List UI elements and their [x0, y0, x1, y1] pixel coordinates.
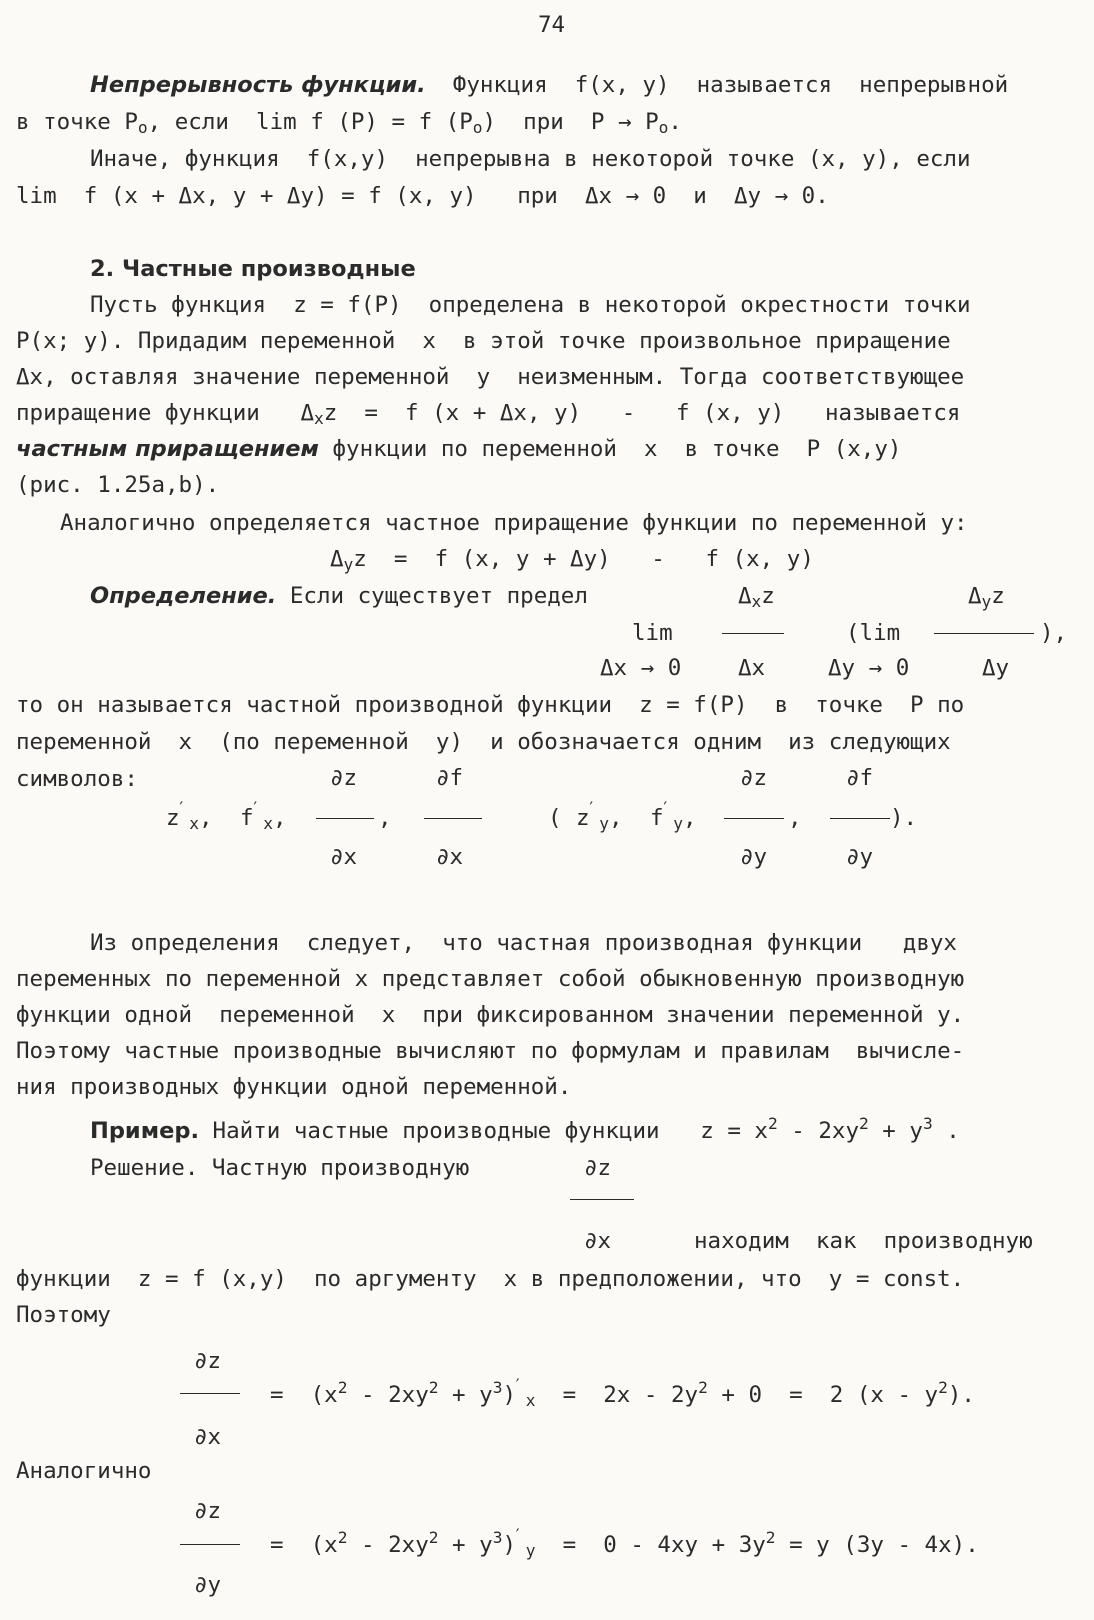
section-line-4 [16, 400, 961, 429]
symbol-fx [240, 797, 287, 834]
subscript: y [343, 555, 354, 575]
result-x-denominator: ∂x [194, 1424, 222, 1450]
superscript: 2 [767, 1114, 778, 1134]
continuity-para2-line1: Иначе, функция f(x,y) непрерывна в некоторой точке (x, y), если [90, 146, 971, 172]
symbol-zy [576, 797, 623, 834]
subscript: y [599, 814, 610, 834]
superscript: 3 [492, 1528, 503, 1548]
prime-mark: ′ [250, 797, 261, 817]
text-segment: , [199, 805, 213, 831]
limit-close: ), [1040, 620, 1068, 646]
text-segment: = 0 - 4xy + 3y [535, 1532, 766, 1558]
fraction-bar [180, 1544, 240, 1545]
text-segment: . [668, 109, 682, 135]
symbol-df-y: ∂f [846, 765, 874, 791]
text-segment: = y (3y - 4x). [775, 1532, 979, 1558]
symbol-fy [650, 797, 697, 834]
explanation-line-3: функции одной переменной x при фиксированном значении переменной y. [16, 1002, 965, 1028]
term-partial-increment: частным приращением [16, 436, 319, 462]
text-segment: + 0 = 2 (x - y [707, 1382, 939, 1408]
symbol-df: ∂f [436, 765, 464, 791]
text-segment: ) [502, 1532, 516, 1558]
text-segment: f [240, 805, 254, 831]
text-segment: + y [868, 1118, 923, 1144]
text-segment: z [761, 583, 775, 609]
text-segment: , [683, 805, 697, 831]
definition-line [90, 585, 588, 608]
solution-line: Решение. Частную производную [90, 1155, 470, 1181]
limit-denominator-y: Δy [982, 655, 1010, 681]
definition-label: Определение. [90, 583, 277, 609]
text-segment: приращение функции Δ [16, 400, 315, 426]
result-y-denominator: ∂y [194, 1572, 222, 1598]
symbol-dy: ∂y [740, 844, 768, 870]
symbol-zx [166, 797, 213, 834]
prime-mark: ′ [512, 1524, 523, 1544]
superscript: 2 [698, 1378, 708, 1398]
explanation-line-4: Поэтому частные производные вычисляют по формулам и правилам вычисле- [16, 1038, 965, 1064]
fraction-bar [424, 818, 482, 819]
subscript: o [472, 118, 483, 138]
text-segment: + y [438, 1532, 493, 1558]
text-segment: , если lim f (P) = f (P [147, 109, 473, 135]
section-line-3: Δx, оставляя значение переменной y неизменным. Тогда соответствующее [16, 364, 965, 390]
solution-find: находим как производную [694, 1228, 1033, 1254]
text-segment: = 2x - 2y [535, 1382, 699, 1408]
text-segment: f [650, 805, 664, 831]
superscript: 2 [428, 1378, 439, 1398]
text-segment: z [166, 805, 180, 831]
superscript: 2 [859, 1114, 869, 1134]
prime-mark: ′ [586, 797, 597, 817]
solution-dz: ∂z [584, 1155, 612, 1181]
text-segment: = (x [270, 1382, 338, 1408]
example-label: Пример. [90, 1118, 200, 1144]
superscript: 2 [765, 1528, 776, 1548]
superscript: 3 [922, 1114, 933, 1134]
fraction-bar [570, 1199, 634, 1200]
explanation-line-2: переменных по переменной x представляет собой обыкновенную производную [16, 966, 965, 992]
text-segment: Найти частные производные функции z = x [199, 1118, 768, 1144]
subscript: x [263, 814, 274, 834]
superscript: 3 [492, 1378, 503, 1398]
text-segment: z = f (x, y + Δy) - f (x, y) [353, 546, 814, 572]
symbol-comma: , [378, 805, 392, 831]
subscript: y [673, 814, 684, 834]
result-y-numerator: ∂z [194, 1498, 222, 1524]
section-line-2: P(x; y). Придадим переменной x в этой точке произвольное приращение [16, 328, 951, 354]
continuity-line-1 [90, 74, 1008, 97]
definition-after-2: переменной x (по переменной y) и обозначается одним из следующих [16, 729, 951, 755]
prime-mark: ′ [660, 797, 671, 817]
explanation-line-1: Из определения следует, что частная производная функции двух [90, 930, 957, 956]
superscript: 2 [337, 1378, 348, 1398]
limit-numerator-y [968, 583, 1005, 612]
symbol-dz-y: ∂z [740, 765, 768, 791]
formula-delta-y [330, 546, 814, 575]
fraction-bar [934, 633, 1034, 634]
limit-under-y: Δy → 0 [828, 655, 910, 681]
continuity-para2-line2: lim f (x + Δx, y + Δy) = f (x, y) при Δx → 0 и Δy → 0. [16, 183, 829, 209]
result-x-expression [270, 1374, 975, 1411]
subscript: x [314, 409, 324, 429]
text-segment: Если существует предел [276, 583, 588, 609]
subscript: o [137, 118, 148, 138]
text-segment: , [609, 805, 623, 831]
prime-mark: ′ [176, 797, 187, 817]
text-segment: Δ [968, 583, 982, 609]
limit-under-x: Δx → 0 [600, 655, 682, 681]
continuity-line1-text: Функция f(x, y) называется непрерывной [452, 72, 1009, 98]
section-line-6: (рис. 1.25a,b). [16, 472, 220, 498]
text-segment: в точке P [16, 109, 138, 135]
superscript: 2 [428, 1528, 439, 1548]
symbol-dx-f: ∂x [436, 844, 464, 870]
text-segment: , [273, 805, 287, 831]
continuity-heading: Непрерывность функции. [90, 72, 426, 98]
superscript: 2 [938, 1378, 948, 1398]
section-line-1: Пусть функция z = f(P) определена в некоторой окрестности точки [90, 292, 971, 318]
definition-after-1: то он называется частной производной функции z = f(P) в точке P по [16, 692, 965, 718]
section-line-7: Аналогично определяется частное приращение функции по переменной y: [60, 510, 968, 536]
text-segment: ) при P → P [482, 109, 659, 135]
result-x-numerator: ∂z [194, 1348, 222, 1374]
fraction-bar [724, 818, 784, 819]
example-line [90, 1114, 960, 1144]
fraction-bar [830, 818, 890, 819]
limit-denominator-x: Δx [738, 655, 766, 681]
definition-after-3: символов: [16, 766, 138, 792]
fraction-bar [180, 1393, 240, 1394]
text-segment: функции по переменной x в точке P (x,y) [318, 436, 902, 462]
section-title: 2. Частные производные [90, 256, 416, 282]
fraction-bar [722, 633, 784, 634]
therefore-line: Поэтому [16, 1302, 111, 1328]
prime-mark: ′ [512, 1374, 523, 1394]
text-segment: Δ [330, 546, 344, 572]
text-segment: z [576, 805, 590, 831]
subscript: y [981, 592, 992, 612]
text-segment: . [932, 1118, 960, 1144]
subscript: x [189, 814, 200, 834]
result-y-expression [270, 1524, 979, 1561]
text-segment: z [991, 583, 1005, 609]
explanation-line-5: ния производных функции одной переменной. [16, 1074, 572, 1100]
subscript: y [525, 1541, 536, 1561]
text-segment: ). [947, 1382, 975, 1408]
subscript: o [658, 118, 669, 138]
text-segment: + y [438, 1382, 493, 1408]
symbol-close-paren: ). [890, 805, 918, 831]
limit-lim: lim [632, 620, 673, 646]
limit-lim-paren: (lim [846, 620, 901, 646]
section-line-5 [16, 438, 901, 461]
fraction-bar [316, 818, 374, 819]
symbol-dx: ∂x [330, 844, 358, 870]
solution-dx: ∂x [584, 1228, 612, 1254]
text-segment: Δ [738, 583, 752, 609]
text-segment: ) [502, 1382, 516, 1408]
text-segment: - 2xy [347, 1382, 429, 1408]
text-segment: = (x [270, 1532, 338, 1558]
solution-line-2: функции z = f (x,y) по аргументу x в предположении, что y = const. [16, 1266, 965, 1292]
subscript: x [751, 592, 762, 612]
text-segment: - 2xy [347, 1532, 429, 1558]
similarly-line: Аналогично [16, 1458, 152, 1484]
limit-numerator-x [738, 583, 775, 612]
symbol-dy-f: ∂y [846, 844, 874, 870]
text-segment: - 2xy [777, 1118, 859, 1144]
superscript: 2 [337, 1528, 348, 1548]
symbol-open-paren: ( [548, 805, 562, 831]
symbol-comma-y: , [788, 805, 802, 831]
symbol-dz: ∂z [330, 765, 358, 791]
continuity-line-2 [16, 109, 682, 138]
text-segment: z = f (x + Δx, y) - f (x, y) называется [323, 400, 961, 426]
subscript: x [525, 1391, 536, 1411]
page-number: 74 [538, 12, 566, 38]
